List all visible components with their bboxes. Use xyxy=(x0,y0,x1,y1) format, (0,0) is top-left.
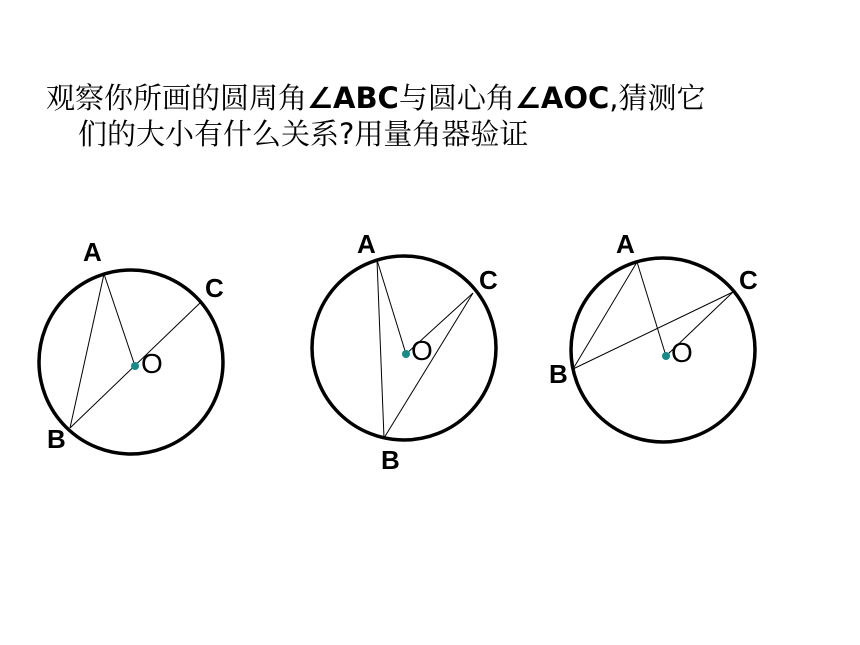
figure-2 xyxy=(312,229,498,475)
center-dot-1 xyxy=(131,362,139,370)
label-o-1: O xyxy=(141,348,163,379)
label-a-1: A xyxy=(83,237,102,267)
circle-1 xyxy=(39,270,223,454)
label-b-3: B xyxy=(549,359,568,389)
label-c-2: C xyxy=(479,265,498,295)
title-angle-abc: ∠ABC xyxy=(307,81,399,115)
center-dot-3 xyxy=(662,352,670,360)
chord-ba-1 xyxy=(70,274,104,428)
title-line2: 们的大小有什么关系?用量角器验证 xyxy=(78,117,529,151)
radius-ao-1 xyxy=(104,274,135,366)
radius-ao-3 xyxy=(637,262,666,356)
label-c-1: C xyxy=(205,273,224,303)
label-c-3: C xyxy=(739,265,758,295)
label-b-1: B xyxy=(47,424,66,454)
title-part3: ,猜测它 xyxy=(609,81,706,115)
label-a-3: A xyxy=(616,229,635,259)
center-dot-2 xyxy=(402,350,410,358)
label-o-2: O xyxy=(411,335,433,366)
figure-3 xyxy=(549,229,758,442)
radius-ao-2 xyxy=(377,260,406,354)
title-part1: 观察你所画的圆周角 xyxy=(46,81,308,115)
chord-bc-3 xyxy=(573,292,733,369)
label-o-3: O xyxy=(671,337,693,368)
chord-ab-2 xyxy=(377,260,384,438)
figure-1 xyxy=(39,237,224,454)
title-part2: 与圆心角 xyxy=(398,81,515,115)
label-a-2: A xyxy=(357,229,376,259)
circle-3 xyxy=(571,258,755,442)
title-angle-aoc: ∠AOC xyxy=(514,81,610,115)
label-b-2: B xyxy=(381,445,400,475)
